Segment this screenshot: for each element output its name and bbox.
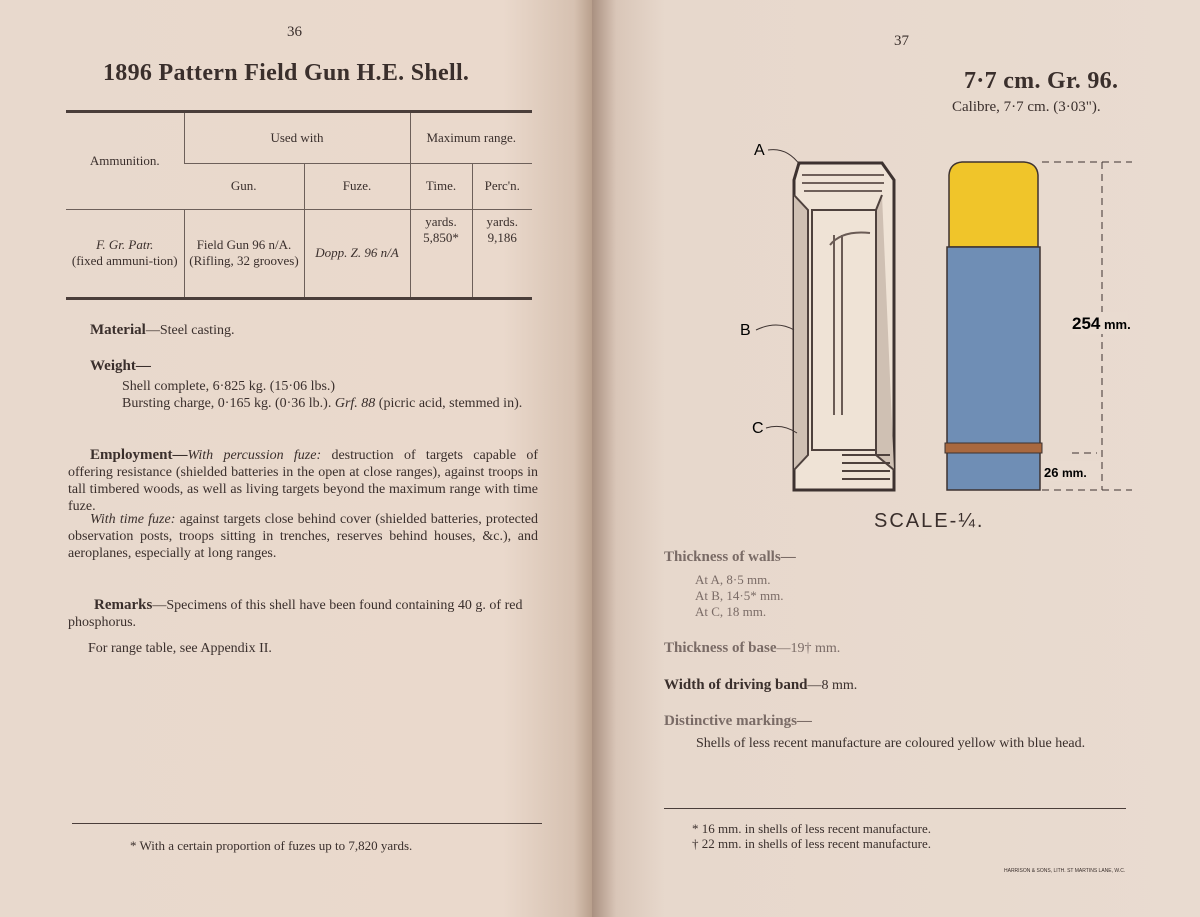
range-table-note: For range table, see Appendix II. — [88, 641, 272, 656]
header-time: Time. — [410, 163, 472, 209]
cell-percn: 9,186 — [487, 229, 517, 245]
header-percn: Perc'n. — [472, 163, 532, 209]
page-number: 36 — [287, 24, 302, 40]
page-number: 37 — [894, 33, 909, 49]
employment-time-label: With time fuze: — [90, 512, 176, 527]
weight-shell: Shell complete, 6·825 kg. (15·06 lbs.) — [122, 379, 336, 394]
left-page — [0, 0, 592, 917]
shell-body — [947, 247, 1040, 490]
header-used-with: Used with — [184, 113, 410, 163]
header-max-range: Maximum range. — [410, 113, 532, 163]
weight-charge: Bursting charge, 0·165 kg. (0·36 lb.). — [122, 396, 332, 411]
footnote-1: * 16 mm. in shells of less recent manufacture. — [692, 821, 931, 836]
driving-band-value: —8 mm. — [807, 678, 858, 693]
weight-block — [122, 378, 540, 412]
printer-imprint: HARRISON & SONS, LITH. ST MARTINS LANE, W.C. — [1004, 868, 1126, 874]
cell-fuze: Dopp. Z. 96 n/A — [304, 209, 410, 297]
cell-ammunition-note: (fixed ammuni-tion) — [71, 253, 178, 269]
subtitle: Calibre, 7·7 cm. (3·03"). — [952, 99, 1101, 115]
label-c: C — [752, 420, 764, 437]
base-value: —19† mm. — [776, 641, 841, 656]
remarks-text: —Specimens of this shell have been found containing 40 g. of red phosphorus. — [68, 598, 523, 630]
page-title: 1896 Pattern Field Gun H.E. Shell. — [103, 60, 470, 86]
band-length-unit: mm. — [1062, 466, 1087, 480]
shell-head — [949, 162, 1038, 247]
page-title: 7·7 cm. Gr. 96. — [964, 68, 1119, 94]
wall-c: At C, 18 mm. — [695, 604, 767, 619]
footnote: * With a certain proportion of fuzes up to 7,820 yards. — [130, 838, 413, 853]
footnote-rule — [72, 823, 542, 824]
walls-list — [695, 572, 783, 620]
base-label: Thickness of base — [664, 640, 777, 656]
driving-band — [945, 443, 1042, 453]
footnotes — [692, 821, 931, 851]
right-page — [592, 0, 1200, 917]
length-unit: mm. — [1104, 317, 1131, 332]
employment-time: against targets close behind cover (shielded batteries, protected observation posts, troops sitting in trenches, reserves behind houses, &c.), and aeroplanes, especially at long ranges. — [68, 512, 538, 561]
material-text: —Steel casting. — [145, 323, 235, 338]
markings-label: Distinctive markings— — [664, 713, 812, 729]
walls-label: Thickness of walls— — [664, 549, 796, 565]
length-value: 254 — [1072, 314, 1101, 333]
employment-perc: destruction of targets capable of offering resistance (shielded batteries in the open at close ranges), against troops in tall timbered woods, as well as living targets beyond the maximum range with time fuze. — [68, 448, 539, 514]
label-a: A — [754, 142, 765, 159]
wall-a: At A, 8·5 mm. — [695, 572, 771, 587]
ammunition-table — [66, 110, 532, 300]
cell-time: 5,850* — [423, 229, 459, 245]
shell-diagram — [742, 135, 1152, 505]
footnote-rule — [664, 808, 1126, 809]
weight-filling: Grf. 88 — [334, 396, 376, 411]
wall-b: At B, 14·5* mm. — [695, 588, 784, 603]
material-label: Material — [90, 322, 146, 338]
cell-percn-unit: yards. — [486, 213, 518, 229]
employment-label: Employment— — [90, 447, 188, 463]
markings-text: Shells of less recent manufacture are coloured yellow with blue head. — [696, 736, 1086, 751]
weight-label: Weight— — [90, 358, 151, 374]
scale-label: SCALE-¼. — [874, 510, 985, 532]
header-fuze: Fuze. — [304, 163, 410, 209]
cell-ammunition-name: F. Gr. Patr. — [96, 237, 154, 253]
remarks-label: Remarks — [94, 597, 153, 613]
band-length-value: 26 — [1044, 465, 1059, 480]
label-b: B — [740, 322, 751, 339]
employment-perc-label: With percussion fuze: — [187, 448, 322, 463]
weight-filling-note: (picric acid, stemmed in). — [378, 396, 523, 411]
header-ammunition: Ammunition. — [89, 152, 160, 168]
table-row — [66, 209, 532, 297]
cell-time-unit: yards. — [425, 213, 457, 229]
footnote-2: † 22 mm. in shells of less recent manufacture. — [692, 836, 931, 851]
driving-band-label: Width of driving band — [664, 677, 808, 693]
cell-gun: Field Gun 96 n/A. (Rifling, 32 grooves) — [184, 209, 304, 297]
header-gun: Gun. — [230, 178, 257, 193]
